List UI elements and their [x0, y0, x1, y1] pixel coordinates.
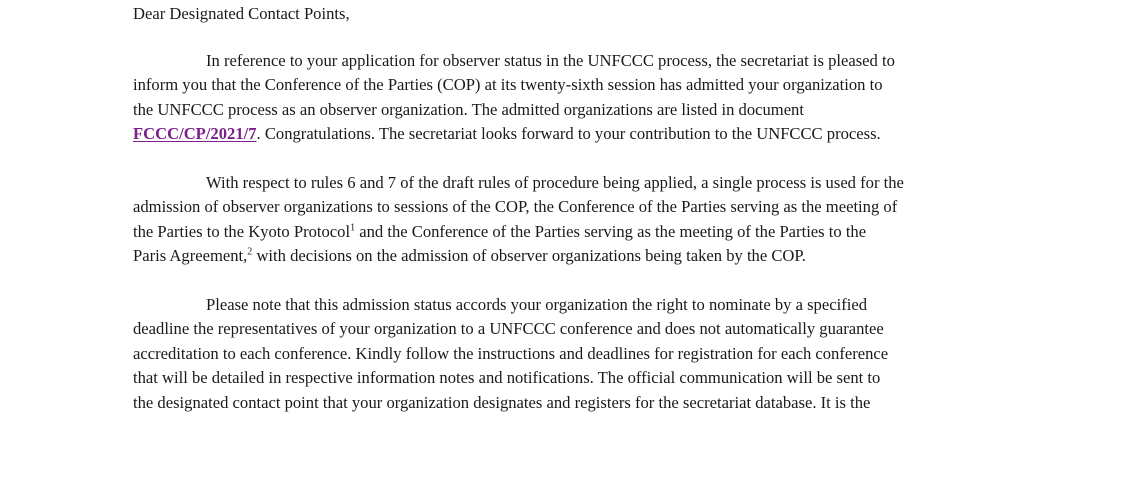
paragraph-line: FCCC/CP/2021/7. Congratulations. The secretariat looks forward to your contribution to the UNFCCC process. — [133, 124, 881, 143]
paragraph-line: Paris Agreement,$^2$ with decisions on the admission of observer organizations being taken by the COP. — [133, 246, 806, 265]
footnote-marker-1: 1 — [350, 221, 356, 233]
paragraph-rules-of-procedure — [133, 171, 1093, 269]
paragraph-line: accreditation to each conference. Kindly follow the instructions and deadlines for registration for each conference — [133, 343, 889, 363]
paragraph-admission-status — [133, 293, 1093, 416]
paragraph-line: In reference to your application for observer status in the UNFCCC process, the secretariat is pleased to — [206, 50, 895, 70]
paragraph-line: Please note that this admission status accords your organization the right to nominate by a specified — [206, 294, 867, 314]
paragraph-line: the UNFCCC process as an observer organization. The admitted organizations are listed in document — [133, 99, 804, 119]
paragraph-line: deadline the representatives of your organization to a UNFCCC conference and does not automatically guarantee — [133, 319, 884, 338]
paragraph-line: inform you that the Conference of the Parties (COP) at its twenty-sixth session has admitted your organization to — [133, 75, 883, 94]
salutation: Dear Designated Contact Points, — [133, 4, 350, 23]
paragraph-line: that will be detailed in respective information notes and notifications. The official communication will be sent to — [133, 368, 881, 387]
document-link-fccc-cp-2021-7[interactable]: FCCC/CP/2021/7 — [133, 124, 257, 143]
letter-body — [133, 2, 1093, 439]
paragraph-line: the designated contact point that your organization designates and registers for the secretariat database. It is the — [133, 392, 871, 412]
paragraph-line: admission of observer organizations to sessions of the COP, the Conference of the Parties serving as the meeting of — [133, 197, 898, 216]
paragraph-line: With respect to rules 6 and 7 of the draft rules of procedure being applied, a single process is used for the — [206, 172, 904, 192]
paragraph-line: the Parties to the Kyoto Protocol$^1$ and the Conference of the Parties serving as the meeting of the Parties to the — [133, 221, 867, 241]
paragraph-observer-status — [133, 49, 1093, 147]
footnote-marker-2: 2 — [247, 246, 253, 258]
